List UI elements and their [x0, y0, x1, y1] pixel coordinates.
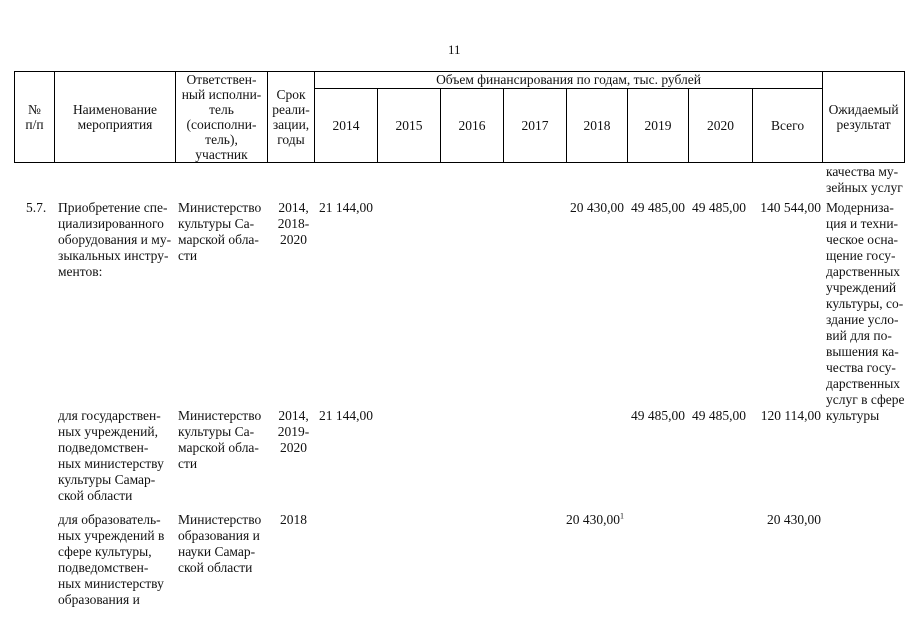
row-term: 2014, 2019- 2020	[277, 408, 310, 455]
row-total: 20 430,00	[767, 512, 821, 527]
row-term: 2014, 2018- 2020	[277, 200, 310, 247]
header-year-2020: 2020	[689, 88, 753, 162]
header-term: Срок реали- зации, годы	[268, 72, 315, 163]
page-number: 11	[448, 42, 461, 57]
row-total: 120 114,00	[760, 408, 821, 423]
header-funding: Объем финансирования по годам, тыс. рублей	[315, 72, 823, 89]
row-value-2018	[561, 512, 624, 528]
row-value-2018: 20 430,00	[570, 200, 624, 215]
row-responsible: Министерство культуры Са- марской обла- сти	[178, 200, 262, 263]
row-term: 2018	[280, 512, 307, 527]
row-result: Модерниза- ция и техни- ческое осна- щение госу- дарственных учреждений культуры, со- здание усло- вий для по- вышения ка- чества госу- дарственных услуг в сфере культуры	[826, 200, 905, 423]
row-responsible: Министерство образования и науки Самар- ской области	[178, 512, 262, 575]
row-number: 5.7.	[26, 200, 47, 215]
row-value-2014: 21 144,00	[319, 408, 373, 423]
row-responsible: Министерство культуры Са- марской обла- сти	[178, 408, 262, 471]
header-year-2014: 2014	[315, 88, 378, 162]
header-year-2016: 2016	[441, 88, 504, 162]
row-name: для образователь- ных учреждений в сфере культуры, подведомствен- ных министерству образования и	[58, 512, 165, 607]
row-value-2020: 49 485,00	[692, 408, 746, 423]
row-value-2020: 49 485,00	[692, 200, 746, 215]
header-total: Всего	[753, 88, 823, 162]
header-year-2019: 2019	[628, 88, 689, 162]
header-table	[14, 71, 905, 163]
result-carryover: качества му- зейных услуг	[826, 164, 903, 195]
row-total: 140 544,00	[760, 200, 821, 215]
header-year-2017: 2017	[504, 88, 567, 162]
header-responsible: Ответствен- ный исполни- тель (соисполни- тель), участник	[176, 72, 268, 163]
header-result: Ожидаемый результат	[823, 72, 905, 163]
header-num: № п/п	[15, 72, 55, 163]
row-name: Приобретение спе- циализированного оборудования и му- зыкальных инстру- ментов:	[58, 200, 172, 279]
header-year-2018: 2018	[567, 88, 628, 162]
row-value-2019: 49 485,00	[631, 200, 685, 215]
row-value-2019: 49 485,00	[631, 408, 685, 423]
row-name: для государствен- ных учреждений, подведомствен- ных министерству культуры Самар- ской области	[58, 408, 164, 503]
header-name: Наименование мероприятия	[55, 72, 176, 163]
row-value-2014: 21 144,00	[319, 200, 373, 215]
row-value-2018-text: 20 430,00	[566, 512, 620, 527]
footnote-mark: 1	[620, 511, 624, 521]
header-year-2015: 2015	[378, 88, 441, 162]
